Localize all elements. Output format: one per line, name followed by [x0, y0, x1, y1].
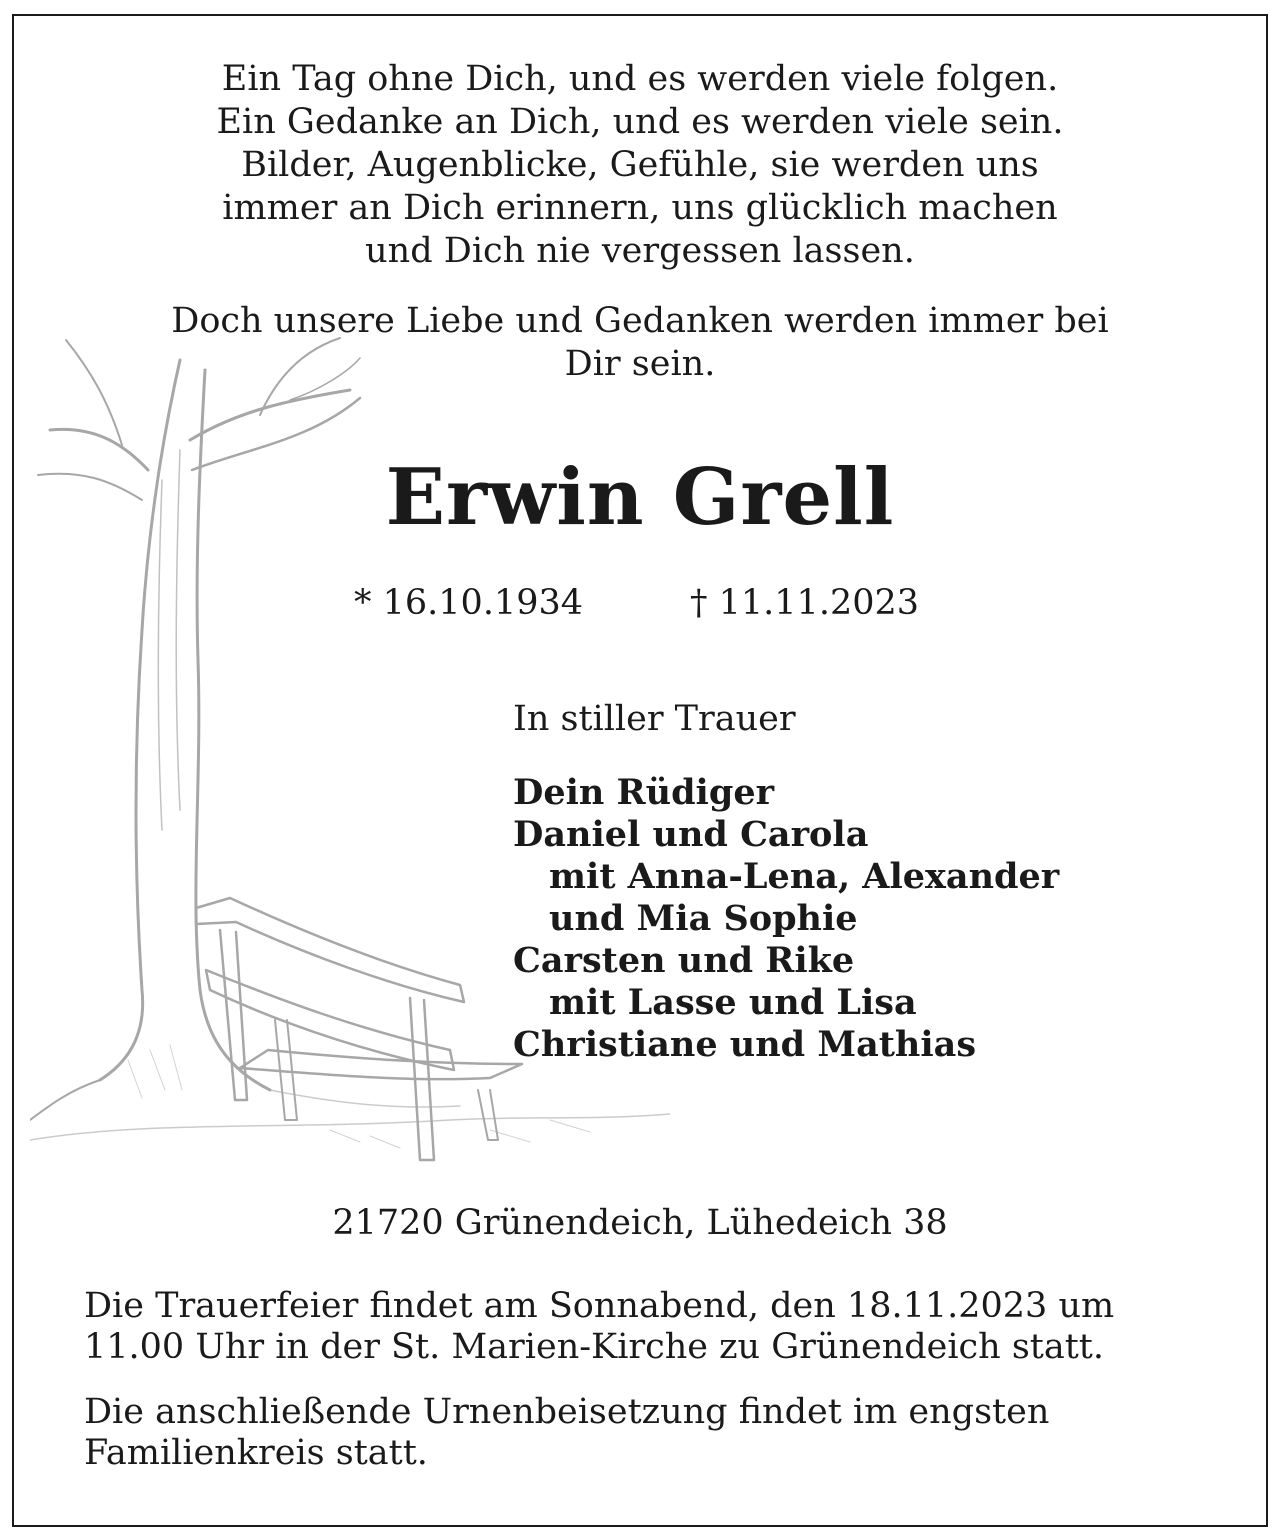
- notice-line: 11.00 Uhr in der St. Marien-Kirche zu Grünendeich statt.: [84, 1327, 1104, 1367]
- death-date: † 11.11.2023: [690, 583, 920, 623]
- family-address: 21720 Grünendeich, Lühedeich 38: [332, 1203, 948, 1243]
- notice-line: Die anschließende Urnenbeisetzung findet im engsten: [84, 1392, 1050, 1432]
- poem-line: Ein Tag ohne Dich, und es werden viele folgen.: [221, 59, 1059, 99]
- mourner-name: Daniel und Carola: [513, 814, 869, 855]
- funeral-service-notice: [84, 1286, 1214, 1368]
- poem-line: immer an Dich erinnern, uns glücklich machen: [222, 188, 1058, 228]
- burial-notice: [84, 1392, 1214, 1474]
- poem: [0, 58, 1280, 273]
- poem-line: und Dich nie vergessen lassen.: [365, 231, 915, 271]
- deceased-name: Erwin Grell: [385, 452, 895, 543]
- mourner-name: Carsten und Rike: [513, 940, 855, 981]
- mourning-intro: In stiller Trauer: [513, 699, 796, 739]
- poem-line: Ein Gedanke an Dich, und es werden viele sein.: [216, 102, 1064, 142]
- mourner-name: mit Lasse und Lisa: [549, 982, 917, 1023]
- mourner-name: und Mia Sophie: [549, 898, 858, 939]
- notice-line: Familienkreis statt.: [84, 1433, 428, 1473]
- mourner-name: mit Anna-Lena, Alexander: [549, 856, 1060, 897]
- poem-closing-line: Dir sein.: [564, 344, 716, 384]
- poem-closing: [0, 300, 1280, 386]
- poem-closing-line: Doch unsere Liebe und Gedanken werden immer bei: [171, 301, 1109, 341]
- mourner-name: Christiane und Mathias: [513, 1024, 977, 1065]
- mourners-list: [513, 772, 1059, 1066]
- birth-date: * 16.10.1934: [354, 583, 584, 623]
- notice-line: Die Trauerfeier findet am Sonnabend, den 18.11.2023 um: [84, 1286, 1115, 1326]
- mourner-name: Dein Rüdiger: [513, 772, 775, 813]
- poem-line: Bilder, Augenblicke, Gefühle, sie werden uns: [241, 145, 1039, 185]
